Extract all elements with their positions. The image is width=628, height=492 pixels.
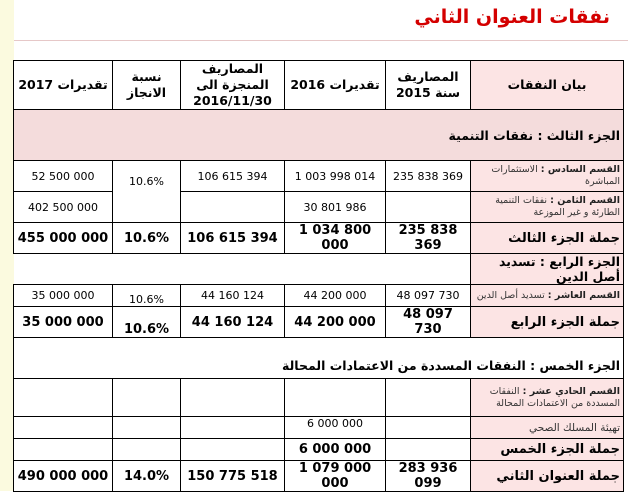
s8-done [181, 192, 285, 223]
gt-est2016: 1 079 000 000 [285, 461, 386, 492]
p3-total-est2016: 1 034 800 000 [285, 223, 386, 254]
s6-rate: 10.6% [113, 161, 181, 223]
section10-label: القسم العاشر : تسديد أصل الدين [471, 285, 624, 307]
header-item: بيان النفقات [471, 61, 624, 110]
part3-title: الجزء الثالث : نفقات التنمية [14, 110, 624, 161]
p3-total-est2017: 455 000 000 [14, 223, 113, 254]
part4-total-label: جملة الجزء الرابع [471, 307, 624, 338]
header-rate: نسبة الانجاز [113, 61, 181, 110]
part4-total-row [14, 307, 624, 338]
p3-total-exp2015: 235 838 369 [386, 223, 471, 254]
s8-exp2015 [386, 192, 471, 223]
table-row [14, 161, 624, 192]
part5-total-row [14, 439, 624, 461]
part3-title-row [14, 110, 624, 161]
s6-done: 106 615 394 [181, 161, 285, 192]
expenses-table [13, 60, 624, 492]
s10-exp2015: 48 097 730 [386, 285, 471, 307]
table-row [14, 192, 624, 223]
header-est2017: تقديرات 2017 [14, 61, 113, 110]
p4-total-est2017: 35 000 000 [14, 307, 113, 338]
p3-total-done: 106 615 394 [181, 223, 285, 254]
p5-total-est2016: 6 000 000 [285, 439, 386, 461]
gt-est2017: 490 000 000 [14, 461, 113, 492]
part3-total-label: جملة الجزء الثالث [471, 223, 624, 254]
table-row [14, 379, 624, 417]
grand-total-label: جملة العنوان الثاني [471, 461, 624, 492]
p4-total-done: 44 160 124 [181, 307, 285, 338]
section8-label: القسم الثامن : نفقات التنمية الطارئة و غير الموزعة [471, 192, 624, 223]
part5-title-row [14, 338, 624, 379]
gt-done: 150 775 518 [181, 461, 285, 492]
s10-est2017: 35 000 000 [14, 285, 113, 307]
s10-done: 44 160 124 [181, 285, 285, 307]
section6-label: القسم السادس : الاستثمارات المباشرة [471, 161, 624, 192]
header-est2016: تقديرات 2016 [285, 61, 386, 110]
gt-exp2015: 283 936 099 [386, 461, 471, 492]
header-row [14, 61, 624, 110]
part3-total-row [14, 223, 624, 254]
s6-exp2015: 235 838 369 [386, 161, 471, 192]
s8-est2016: 30 801 986 [285, 192, 386, 223]
header-exp2015: المصاريف سنة 2015 [386, 61, 471, 110]
table-row [14, 285, 624, 307]
title-divider [14, 40, 628, 41]
p4-total-exp2015: 48 097 730 [386, 307, 471, 338]
left-margin-strip [0, 0, 14, 491]
part4-title: الجزء الرابع : تسديد أصل الدين [471, 254, 624, 285]
section11-label: القسم الحادي عشر : النفقات المسددة من الاعتمادات المحالة [471, 379, 624, 417]
p3-total-rate: 10.6% [113, 223, 181, 254]
s6-est2017: 52 500 000 [14, 161, 113, 192]
table-row [14, 417, 624, 439]
part4-title-row [14, 254, 624, 285]
p4-total-rate: 10.6% [113, 307, 181, 338]
gt-rate: 14.0% [113, 461, 181, 492]
road-label: تهيئة المسلك الصحي [471, 417, 624, 439]
grand-total-row [14, 461, 624, 492]
header-done: المصاريف المنجزة الى 2016/11/30 [181, 61, 285, 110]
s8-est2017: 402 500 000 [14, 192, 113, 223]
part5-title: الجزء الخمس : النفقات المسددة من الاعتمادات المحالة [14, 338, 624, 379]
s6-est2016: 1 003 998 014 [285, 161, 386, 192]
road-est2016: 6 000 000 [285, 417, 386, 439]
s10-est2016: 44 200 000 [285, 285, 386, 307]
p4-total-est2016: 44 200 000 [285, 307, 386, 338]
s10-rate: 10.6% [113, 285, 181, 307]
part5-total-label: جملة الجزء الخمس [471, 439, 624, 461]
page-title: نفقات العنوان الثاني [414, 6, 610, 28]
